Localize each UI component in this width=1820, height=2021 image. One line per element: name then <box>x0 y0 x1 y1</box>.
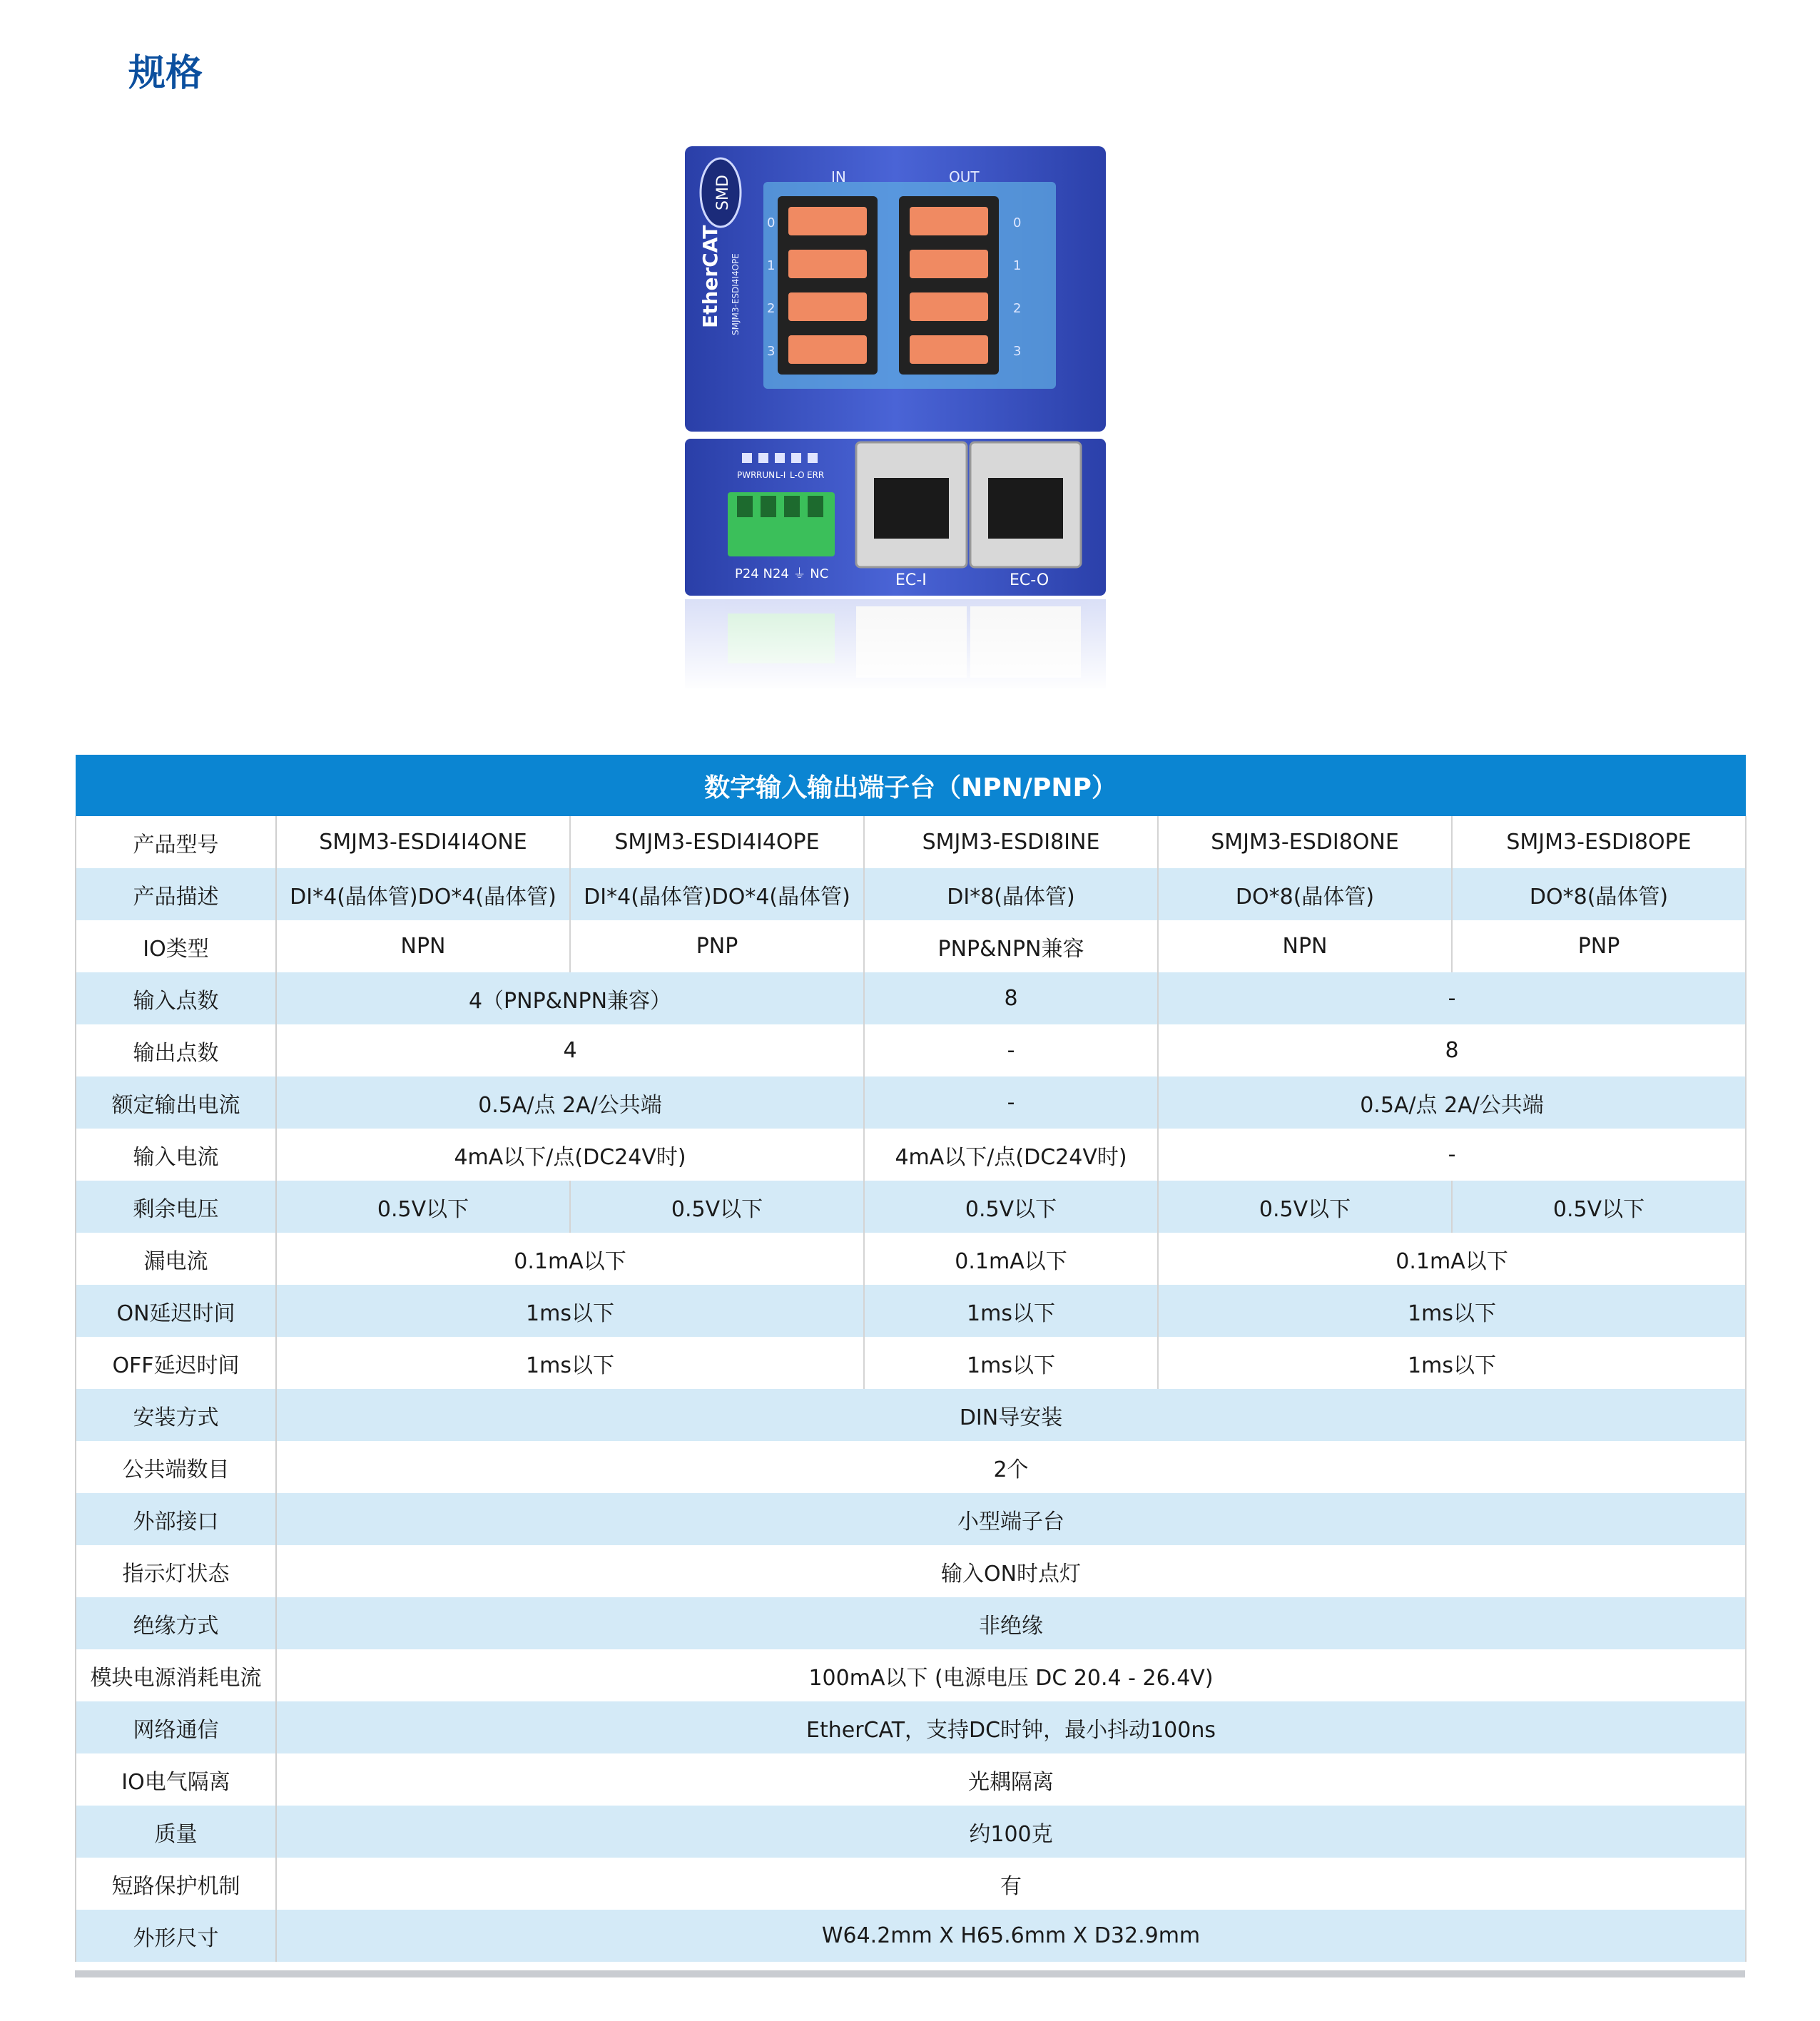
table-row <box>76 1285 1746 1337</box>
table-bottom-bar <box>75 1970 1745 1977</box>
svg-text:L-I: L-I <box>776 470 786 480</box>
row-label: 外部接口 <box>76 1493 276 1545</box>
svg-text:2: 2 <box>1013 301 1022 316</box>
table-cell: NPN <box>276 920 570 972</box>
ethernet-port-ec-i <box>856 442 967 567</box>
table-cell: 2个 <box>276 1441 1746 1493</box>
svg-text:ERR: ERR <box>807 470 825 480</box>
table-row <box>76 1233 1746 1285</box>
row-label: IO类型 <box>76 920 276 972</box>
module-model-text: SMJM3-ESDI4I4OPE <box>731 253 741 335</box>
led-labels <box>737 470 824 480</box>
table-cell: SMJM3-ESDI8OPE <box>1452 816 1746 868</box>
page-title: 规格 <box>128 52 203 95</box>
table-row <box>76 1545 1746 1597</box>
table-cell: NPN <box>1158 920 1452 972</box>
table-cell: PNP&NPN兼容 <box>864 920 1158 972</box>
power-terminal-block <box>728 492 835 556</box>
row-label: 质量 <box>76 1806 276 1858</box>
table-cell: DO*8(晶体管) <box>1158 868 1452 920</box>
table-row <box>76 1649 1746 1701</box>
product-image <box>681 143 1109 692</box>
table-cell: 有 <box>276 1858 1746 1910</box>
table-cell: 0.5A/点 2A/公共端 <box>276 1076 864 1129</box>
table-row <box>76 1493 1746 1545</box>
svg-text:0: 0 <box>1013 215 1022 230</box>
table-cell: 0.5V以下 <box>1452 1181 1746 1233</box>
table-cell: SMJM3-ESDI4I4OPE <box>570 816 864 868</box>
row-label: 输出点数 <box>76 1024 276 1076</box>
table-cell: 1ms以下 <box>276 1337 864 1389</box>
output-terminal-block <box>899 196 999 375</box>
spec-table-body <box>76 816 1746 1962</box>
table-row <box>76 1858 1746 1910</box>
table-cell: PNP <box>1452 920 1746 972</box>
row-label: 短路保护机制 <box>76 1858 276 1910</box>
brand-logo: SMD <box>714 175 732 210</box>
table-cell: 光耦隔离 <box>276 1753 1746 1806</box>
ethernet-port-ec-o <box>970 442 1081 567</box>
table-cell: 小型端子台 <box>276 1493 1746 1545</box>
spec-table <box>75 755 1747 1962</box>
row-label: 产品描述 <box>76 868 276 920</box>
table-cell: 输入ON时点灯 <box>276 1545 1746 1597</box>
table-cell: - <box>1158 1129 1746 1181</box>
row-label: 漏电流 <box>76 1233 276 1285</box>
table-cell: 1ms以下 <box>1158 1285 1746 1337</box>
row-label: 外形尺寸 <box>76 1910 276 1962</box>
svg-text:0: 0 <box>767 215 776 230</box>
table-cell: W64.2mm X H65.6mm X D32.9mm <box>276 1910 1746 1962</box>
table-row <box>76 816 1746 868</box>
ethercat-mark: EtherCAT <box>698 225 722 328</box>
svg-text:L-O: L-O <box>790 470 805 480</box>
row-label: 输入点数 <box>76 972 276 1024</box>
row-label: 指示灯状态 <box>76 1545 276 1597</box>
row-label: 网络通信 <box>76 1701 276 1753</box>
table-cell: 1ms以下 <box>276 1285 864 1337</box>
table-cell: DI*4(晶体管)DO*4(晶体管) <box>276 868 570 920</box>
table-cell: 4（PNP&NPN兼容） <box>276 972 864 1024</box>
table-cell: - <box>1158 972 1746 1024</box>
table-cell: SMJM3-ESDI8INE <box>864 816 1158 868</box>
table-cell: 约100克 <box>276 1806 1746 1858</box>
row-label: 绝缘方式 <box>76 1597 276 1649</box>
svg-text:1: 1 <box>767 258 776 273</box>
table-cell: 0.5V以下 <box>864 1181 1158 1233</box>
svg-text:EC-O: EC-O <box>1010 571 1049 589</box>
table-cell: 0.5V以下 <box>276 1181 570 1233</box>
table-row <box>76 1753 1746 1806</box>
table-cell: EtherCAT，支持DC时钟，最小抖动100ns <box>276 1701 1746 1753</box>
table-cell: 0.5A/点 2A/公共端 <box>1158 1076 1746 1129</box>
table-row <box>76 1910 1746 1962</box>
row-label: 额定输出电流 <box>76 1076 276 1129</box>
table-title: 数字输入输出端子台（NPN/PNP） <box>76 755 1746 816</box>
table-cell: 0.5V以下 <box>570 1181 864 1233</box>
row-label: 模块电源消耗电流 <box>76 1649 276 1701</box>
table-cell: 4mA以下/点(DC24V时) <box>276 1129 864 1181</box>
table-row <box>76 1076 1746 1129</box>
table-cell: - <box>864 1024 1158 1076</box>
row-label: 剩余电压 <box>76 1181 276 1233</box>
table-cell: 8 <box>1158 1024 1746 1076</box>
svg-text:3: 3 <box>767 344 776 359</box>
table-row <box>76 1129 1746 1181</box>
table-cell: 0.1mA以下 <box>276 1233 864 1285</box>
row-label: IO电气隔离 <box>76 1753 276 1806</box>
table-cell: DIN导安装 <box>276 1389 1746 1441</box>
table-row <box>76 1181 1746 1233</box>
table-row <box>76 972 1746 1024</box>
table-cell: - <box>864 1076 1158 1129</box>
table-cell: 0.1mA以下 <box>1158 1233 1746 1285</box>
table-cell: 1ms以下 <box>864 1285 1158 1337</box>
table-row <box>76 1597 1746 1649</box>
input-terminal-block <box>778 196 878 375</box>
table-cell: 4mA以下/点(DC24V时) <box>864 1129 1158 1181</box>
table-cell: DI*4(晶体管)DO*4(晶体管) <box>570 868 864 920</box>
svg-text:2: 2 <box>767 301 776 316</box>
row-label: 公共端数目 <box>76 1441 276 1493</box>
row-label: OFF延迟时间 <box>76 1337 276 1389</box>
table-cell: 4 <box>276 1024 864 1076</box>
row-label: 安装方式 <box>76 1389 276 1441</box>
table-cell: 0.5V以下 <box>1158 1181 1452 1233</box>
table-cell: 1ms以下 <box>1158 1337 1746 1389</box>
table-cell: SMJM3-ESDI4I4ONE <box>276 816 570 868</box>
out-header: OUT <box>949 168 980 185</box>
table-row <box>76 868 1746 920</box>
table-cell: DI*8(晶体管) <box>864 868 1158 920</box>
table-cell: PNP <box>570 920 864 972</box>
svg-text:RUN: RUN <box>756 470 776 480</box>
svg-text:EC-I: EC-I <box>895 571 927 589</box>
table-row <box>76 920 1746 972</box>
power-terminal-labels: P24 N24 ⏚ NC <box>735 566 829 581</box>
table-cell: 100mA以下 (电源电压 DC 20.4 - 26.4V) <box>276 1649 1746 1701</box>
in-header: IN <box>831 168 846 185</box>
table-cell: 1ms以下 <box>864 1337 1158 1389</box>
table-row <box>76 1024 1746 1076</box>
table-cell: SMJM3-ESDI8ONE <box>1158 816 1452 868</box>
table-cell: 8 <box>864 972 1158 1024</box>
svg-text:3: 3 <box>1013 344 1022 359</box>
table-row <box>76 1389 1746 1441</box>
svg-text:PWR: PWR <box>737 470 757 480</box>
table-cell: 0.1mA以下 <box>864 1233 1158 1285</box>
table-row <box>76 1337 1746 1389</box>
row-label: 产品型号 <box>76 816 276 868</box>
row-label: 输入电流 <box>76 1129 276 1181</box>
table-cell: 非绝缘 <box>276 1597 1746 1649</box>
table-row <box>76 1806 1746 1858</box>
table-row <box>76 1701 1746 1753</box>
svg-text:1: 1 <box>1013 258 1022 273</box>
row-label: ON延迟时间 <box>76 1285 276 1337</box>
table-cell: DO*8(晶体管) <box>1452 868 1746 920</box>
table-row <box>76 1441 1746 1493</box>
